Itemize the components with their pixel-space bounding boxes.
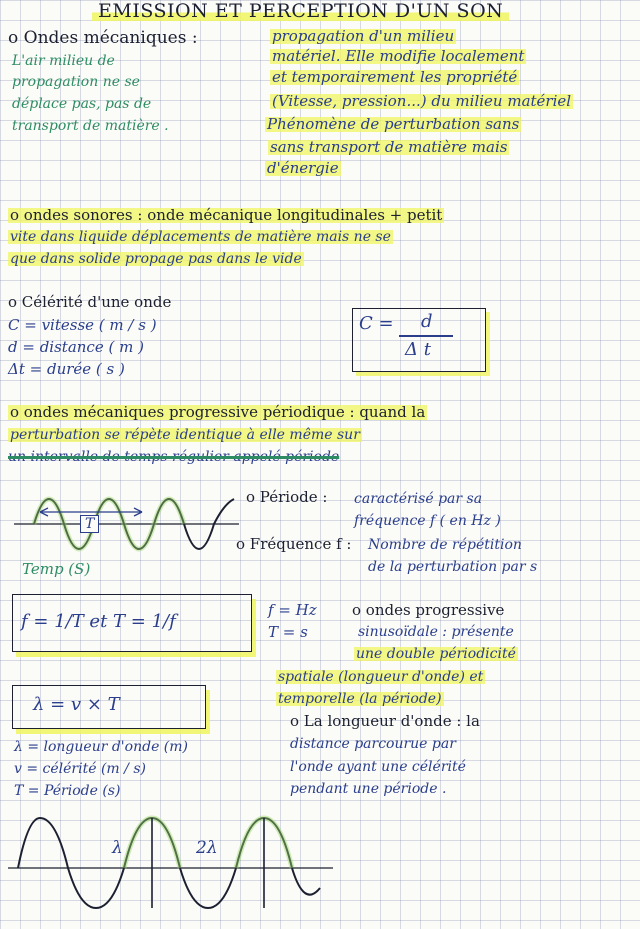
frequency-period-formula-box: f = 1/T et T = 1/f xyxy=(12,594,252,652)
time-axis-label: Temp (S) xyxy=(22,560,91,578)
period-label: T xyxy=(80,515,99,533)
celerity-formula-box: C = d Δ t xyxy=(352,308,486,372)
frequency-unit: f = Hz xyxy=(268,601,317,619)
wavelength-formula-box: λ = v × T xyxy=(12,685,206,729)
lambda-label: λ xyxy=(112,838,123,858)
frequency-heading: o Fréquence f : xyxy=(236,535,352,553)
period-definition-line-2: fréquence f ( en Hz ) xyxy=(354,513,501,529)
period-unit: T = s xyxy=(268,623,308,641)
celerity-heading: o Célérité d'une onde xyxy=(8,293,172,311)
period-definition-line-1: caractérisé par sa xyxy=(354,491,483,507)
two-lambda-label: 2λ xyxy=(196,838,218,858)
page-title: EMISSION ET PERCEPTION D'UN SON xyxy=(92,2,509,21)
period-heading: o Période : xyxy=(246,488,328,506)
wavelength-wave-sketch xyxy=(8,808,338,918)
mechanical-waves-heading: o Ondes mécaniques : xyxy=(8,28,198,48)
frequency-definition-line-1: Nombre de répétition xyxy=(368,537,522,553)
frequency-definition-line-2: de la perturbation par s xyxy=(368,559,538,575)
period-wave-sketch xyxy=(14,484,244,559)
